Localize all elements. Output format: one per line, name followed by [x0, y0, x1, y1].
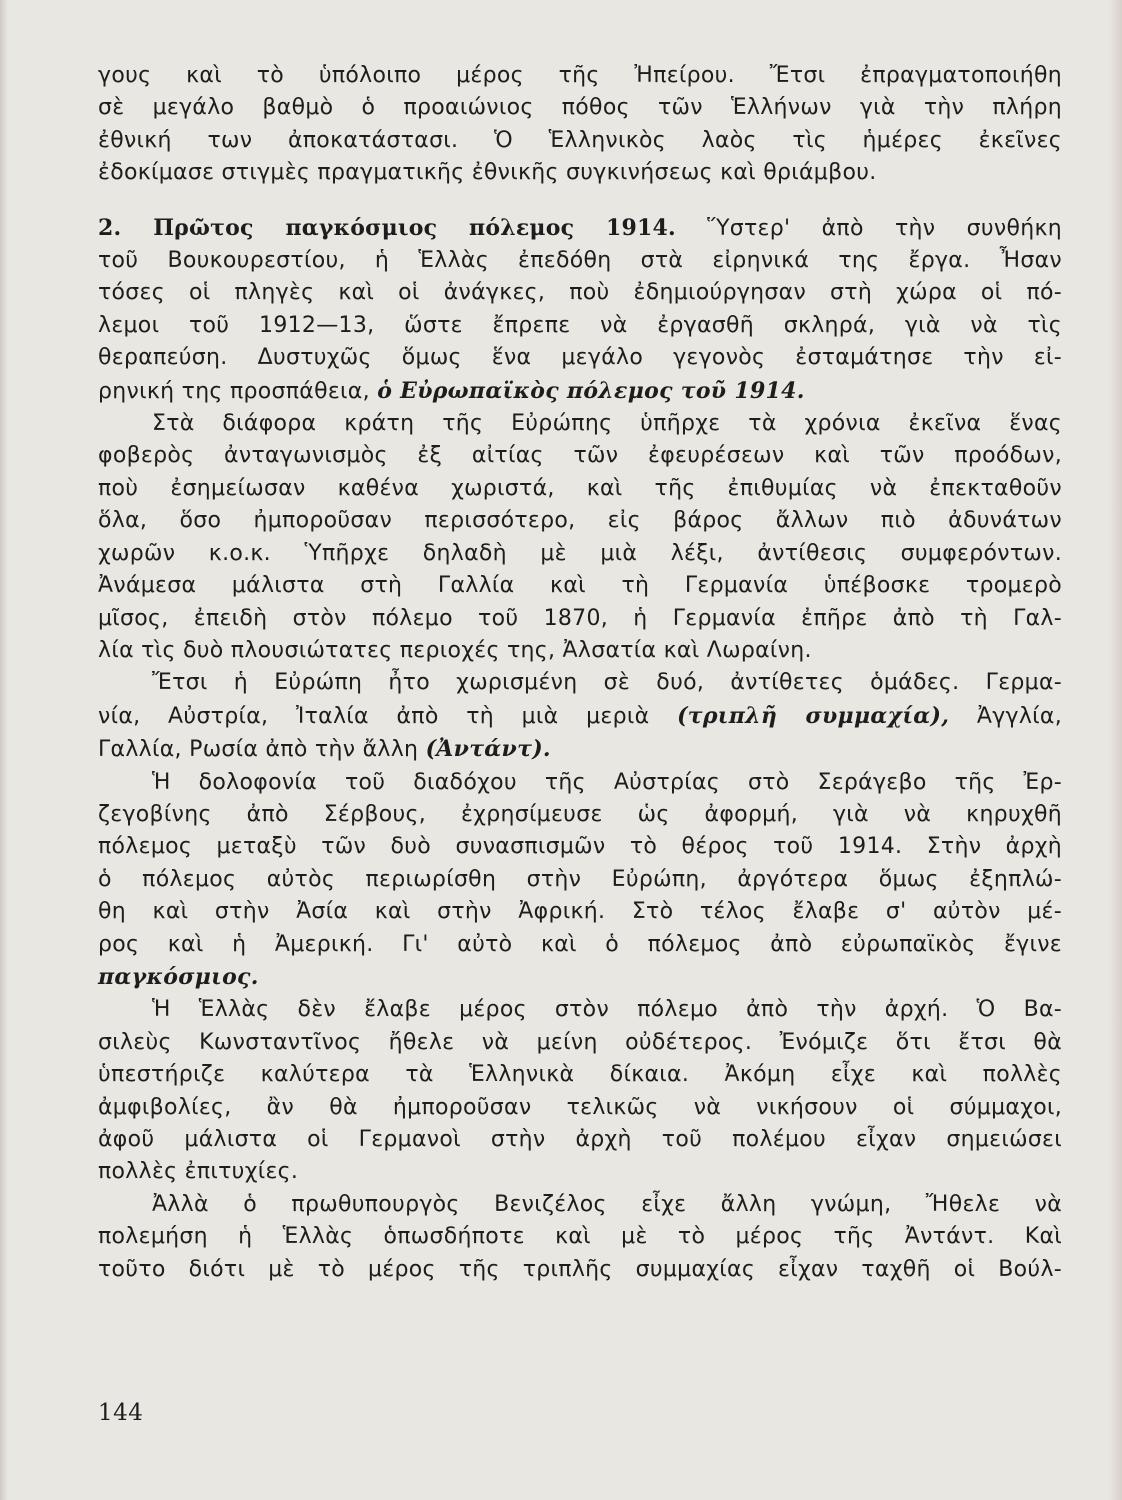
- text-line: Στὰ διάφορα κράτη τῆς Εὐρώπης ὑπῆρχε τὰ χρόνια ἐκεῖνα ἕνας: [152, 411, 1062, 437]
- text-line: σὲ μεγάλο βαθμὸ ὁ προαιώνιος πόθος τῶν Ἑλλήνων γιὰ τὴν πλήρη: [98, 95, 1062, 121]
- text-line: πολλὲς ἐπιτυχίες.: [98, 1159, 299, 1185]
- text-line: ποὺ ἐσημείωσαν καθένα χωριστά, καὶ τῆς ἐπιθυμίας νὰ ἐπεκταθοῦν: [98, 475, 1062, 501]
- text-line: Ἀνάμεσα μάλιστα στὴ Γαλλία καὶ τὴ Γερμανία ὑπέβοσκε τρομερὸ: [98, 573, 1062, 599]
- page-text: [98, 60, 1062, 1286]
- intro-paragraph: [98, 60, 1062, 190]
- text-line: Ἀλλὰ ὁ πρωθυπουργὸς Βενιζέλος εἶχε ἄλλη γνώμη, Ἤθελε νὰ: [152, 1191, 1062, 1217]
- paragraph: [98, 408, 1062, 667]
- book-page: [98, 60, 1062, 1286]
- text-line: θεραπεύση. Δυστυχῶς ὅμως ἕνα μεγάλο γεγονὸς ἐσταμάτησε τὴν εἰ-: [98, 345, 1062, 371]
- text-line: πολεμήση ἡ Ἑλλὰς ὁπωσδήποτε καὶ μὲ τὸ μέρος τῆς Ἀντάντ. Καὶ: [98, 1224, 1062, 1250]
- text-segment: Ἀγγλία,: [976, 703, 1063, 729]
- text-line: [98, 961, 1062, 994]
- text-line: ἀμφιβολίες, ἂν θὰ ἠμποροῦσαν τελικῶς νὰ νικήσουν οἱ σύμμαχοι,: [98, 1094, 1062, 1120]
- text-line: ὅλα, ὅσο ἠμποροῦσαν περισσότερο, εἰς βάρος ἄλλων πιὸ ἀδυνάτων: [98, 508, 1062, 534]
- text-line: Ἡ δολοφονία τοῦ διαδόχου τῆς Αὐστρίας στὸ Σεράγεβο τῆς Ἐρ-: [152, 769, 1062, 795]
- paragraph: [98, 667, 1062, 766]
- emphasized-phrase: (τριπλῆ συμμαχία),: [677, 702, 950, 729]
- page-right-edge: [1108, 0, 1122, 1500]
- text-line: ὁ πόλεμος αὐτὸς περιωρίσθη στὴν Εὐρώπη, ἀργότερα ὅμως ἐξηπλώ-: [98, 866, 1062, 892]
- text-line: σιλεὺς Κωνσταντῖνος ἤθελε νὰ μείνη οὐδέτερος. Ἐνόμιζε ὅτι ἔτσι θὰ: [98, 1029, 1062, 1055]
- paragraph: [98, 767, 1062, 995]
- text-line: χωρῶν κ.ο.κ. Ὑπῆρχε δηλαδὴ μὲ μιὰ λέξι, ἀντίθεσις συμφερόντων.: [98, 540, 1062, 566]
- text-line: λεμοι τοῦ 1912—13, ὥστε ἔπρεπε νὰ ἐργασθῆ σκληρά, γιὰ νὰ τὶς: [98, 312, 1062, 338]
- section-heading: 2. Πρῶτος παγκόσμιος πόλεμος 1914.: [98, 214, 676, 241]
- text-line: θη καὶ στὴν Ἀσία καὶ στὴν Ἀφρική. Στὸ τέλος ἔλαβε σ' αὐτὸν μέ-: [98, 899, 1062, 925]
- section-gap: [98, 190, 1062, 212]
- paragraph: [98, 994, 1062, 1188]
- text-line: φοβερὸς ἀνταγωνισμὸς ἐξ αἰτίας τῶν ἐφευρέσεων καὶ τῶν προόδων,: [98, 443, 1062, 469]
- text-line: πόλεμος μεταξὺ τῶν δυὸ συνασπισμῶν τὸ θέρος τοῦ 1914. Στὴν ἀρχὴ: [98, 834, 1062, 860]
- paragraph: [98, 1189, 1062, 1286]
- text-line: γους καὶ τὸ ὑπόλοιπο μέρος τῆς Ἠπείρου. Ἔτσι ἐπραγματοποιήθη: [98, 63, 1062, 88]
- emphasized-phrase: παγκόσμιος.: [98, 963, 259, 990]
- text-line: τοῦ Βουκουρεστίου, ἡ Ἑλλὰς ἐπεδόθη στὰ εἰρηνικά της ἔργα. Ἦσαν: [98, 248, 1062, 274]
- text-line: λία τὶς δυὸ πλουσιώτατες περιοχές της, Ἀλσατία καὶ Λωραίνη.: [98, 637, 812, 663]
- text-line: Ἔτσι ἡ Εὐρώπη ἦτο χωρισμένη σὲ δυό, ἀντίθετες ὁμάδες. Γερμα-: [152, 670, 1062, 696]
- text-line: τόσες οἱ πληγὲς καὶ οἱ ἀνάγκες, ποὺ ἐδημιούργησαν στὴ χώρα οἱ πό-: [98, 280, 1062, 306]
- section-heading-line: [98, 212, 1062, 245]
- text-line: ἐδοκίμασε στιγμὲς πραγματικῆς ἐθνικῆς συγκινήσεως καὶ θριάμβου.: [98, 160, 877, 186]
- text-line: Ἡ Ἑλλὰς δὲν ἔλαβε μέρος στὸν πόλεμο ἀπὸ τὴν ἀρχή. Ὁ Βα-: [152, 997, 1062, 1023]
- text-line: [98, 733, 1062, 766]
- emphasized-phrase: (Ἀντάντ).: [425, 736, 551, 763]
- page-left-edge: [0, 0, 8, 1500]
- page-number: 144: [98, 1400, 144, 1426]
- text-line: ἐθνική των ἀποκατάστασι. Ὁ Ἑλληνικὸς λαὸς τὶς ἡμέρες ἐκεῖνες: [98, 127, 1062, 153]
- text-line: ὑπεστήριζε καλύτερα τὰ Ἑλληνικὰ δίκαια. Ἀκόμη εἶχε καὶ πολλὲς: [98, 1062, 1062, 1088]
- text-segment: Γαλλία, Ρωσία ἀπὸ τὴν ἄλλη: [98, 737, 419, 763]
- text-line: ζεγοβίνης ἀπὸ Σέρβους, ἐχρησίμευσε ὡς ἀφορμή, γιὰ νὰ κηρυχθῆ: [98, 801, 1062, 827]
- emphasized-phrase: ὁ Εὐρωπαϊκὸς πόλεμος τοῦ 1914.: [377, 377, 805, 404]
- text-line: ρος καὶ ἡ Ἀμερική. Γι' αὐτὸ καὶ ὁ πόλεμος ἀπὸ εὐρωπαϊκὸς ἔγινε: [98, 931, 1062, 957]
- text-line: [98, 375, 1062, 408]
- text-segment: νία, Αὐστρία, Ἰταλία ἀπὸ τὴ μιὰ μεριὰ: [98, 703, 650, 729]
- section-paragraph: [98, 212, 1062, 408]
- section-heading-rest: Ὕστερ' ἀπὸ τὴν συνθήκη: [707, 215, 1062, 241]
- text-line: ἀφοῦ μάλιστα οἱ Γερμανοὶ στὴν ἀρχὴ τοῦ πολέμου εἶχαν σημειώσει: [98, 1127, 1062, 1152]
- text-line: μῖσος, ἐπειδὴ στὸν πόλεμο τοῦ 1870, ἡ Γερμανία ἐπῆρε ἀπὸ τὴ Γαλ-: [98, 605, 1062, 631]
- text-segment: ρηνική της προσπάθεια,: [98, 378, 370, 404]
- text-line: τοῦτο διότι μὲ τὸ μέρος τῆς τριπλῆς συμμαχίας εἶχαν ταχθῆ οἱ Βούλ-: [98, 1256, 1062, 1282]
- text-line: [98, 700, 1062, 733]
